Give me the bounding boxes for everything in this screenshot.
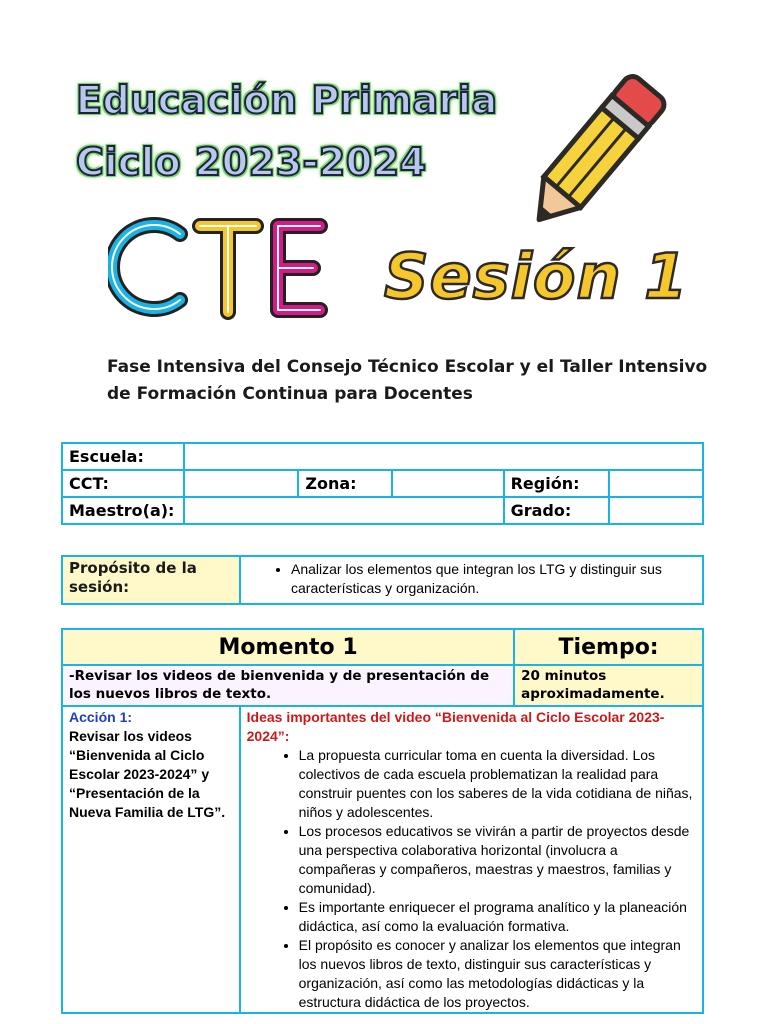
ideas-list bbox=[247, 746, 696, 1012]
purpose-item: • Analizar los elementos que integran los LTG y distinguir sus características y organización. bbox=[291, 560, 696, 598]
cct-field[interactable] bbox=[184, 470, 298, 497]
zona-field[interactable] bbox=[392, 470, 503, 497]
grado-label: Grado: bbox=[504, 497, 610, 524]
region-label: Región: bbox=[504, 470, 610, 497]
moment-table bbox=[61, 628, 704, 1014]
escuela-label: Escuela: bbox=[62, 443, 184, 470]
ideas-list-item: • La propuesta curricular toma en cuenta la diversidad. Los colectivos de cada escuela problematizan la realidad para construir puentes con los saberes de la vida cotidiana de niñas, niños y adolescentes. bbox=[299, 746, 696, 822]
ideas-list-item: • Es importante enriquecer el programa analítico y la planeación didáctica, así como la evaluación formativa. bbox=[299, 898, 696, 936]
accion-cell bbox=[62, 706, 240, 1013]
ideas-list-item: • Los procesos educativos se vivirán a partir de proyectos desde una perspectiva colaborativa horizontal (involucra a compañeras y compañeros, maestras y maestros, familias y comunidad). bbox=[299, 822, 696, 898]
grado-field[interactable] bbox=[609, 497, 703, 524]
purpose-label: Propósito de la sesión: bbox=[62, 556, 240, 604]
pencil-icon bbox=[505, 58, 685, 248]
ideas-cell bbox=[240, 706, 703, 1013]
accion-title: Acción 1: bbox=[69, 709, 133, 725]
title-school-cycle: Ciclo 2023-2024 bbox=[76, 140, 427, 184]
moment-time: 20 minutos aproximadamente. bbox=[514, 665, 703, 706]
school-info-table bbox=[61, 442, 704, 525]
session-subtitle: Fase Intensiva del Consejo Técnico Escolar y el Taller Intensivo de Formación Continua para Docentes bbox=[107, 357, 708, 404]
maestro-label: Maestro(a): bbox=[62, 497, 184, 524]
escuela-field[interactable] bbox=[184, 443, 703, 470]
cte-logo bbox=[108, 212, 338, 322]
session-number: Sesión 1 bbox=[384, 240, 689, 313]
accion-description: Revisar los videos “Bienvenida al Ciclo Escolar 2023-2024” y “Presentación de la Nueva Familia de LTG”. bbox=[69, 728, 226, 820]
ideas-list-item: • El propósito es conocer y analizar los elementos que integran los nuevos libros de texto, distinguir sus características y organización, así como las metodologías didácticas y la estructura didáctica de los proyectos. bbox=[299, 936, 696, 1012]
maestro-field[interactable] bbox=[184, 497, 504, 524]
cct-label: CCT: bbox=[62, 470, 184, 497]
purpose-cell bbox=[240, 556, 703, 604]
region-field[interactable] bbox=[609, 470, 703, 497]
ideas-title: Ideas importantes del video “Bienvenida al Ciclo Escolar 2023-2024”: bbox=[246, 709, 665, 744]
time-heading: Tiempo: bbox=[514, 629, 703, 665]
moment-title: Momento 1 bbox=[62, 629, 514, 665]
moment-objective: -Revisar los videos de bienvenida y de presentación de los nuevos libros de texto. bbox=[62, 665, 514, 706]
title-education-level: Educación Primaria bbox=[76, 78, 498, 122]
purpose-table bbox=[61, 555, 704, 605]
zona-label: Zona: bbox=[298, 470, 392, 497]
